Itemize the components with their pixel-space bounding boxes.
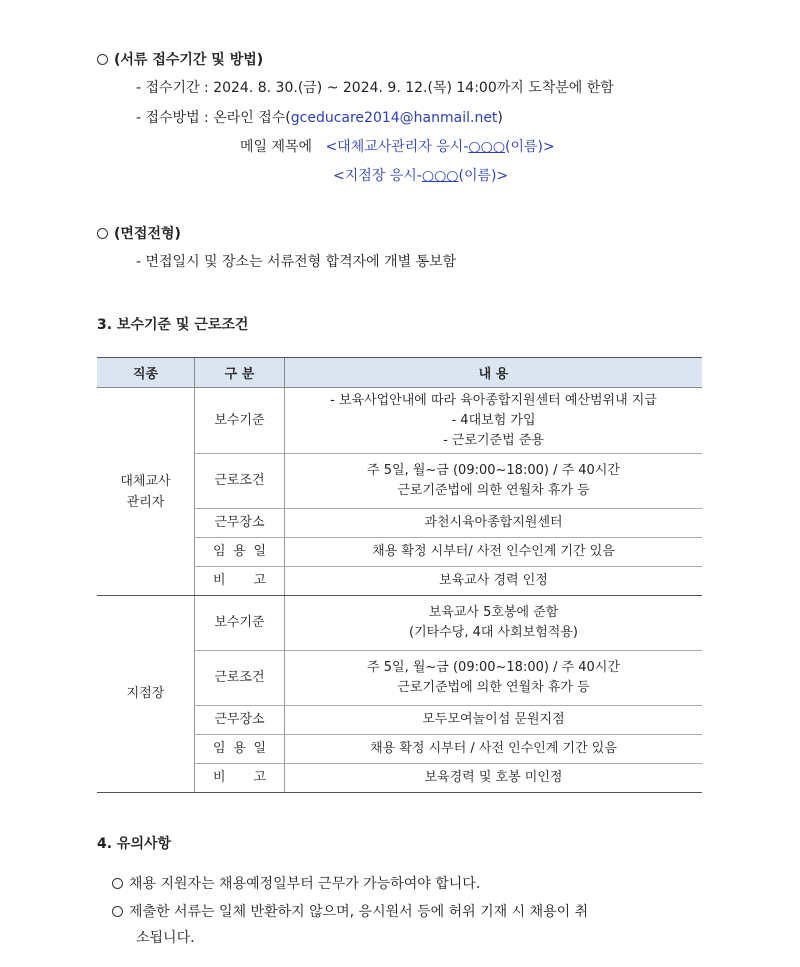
content-cell bbox=[285, 596, 703, 651]
section4-title: 4. 유의사항 bbox=[97, 836, 172, 852]
category-cell: 근무장소 bbox=[195, 509, 285, 538]
table-row bbox=[97, 388, 702, 454]
content-line: 주 5일, 월~금 (09:00~18:00) / 주 40시간 bbox=[367, 463, 620, 478]
job-cell-branch-manager bbox=[97, 596, 195, 793]
category-cell: 보수기준 bbox=[195, 596, 285, 651]
section3-title: 3. 보수기준 및 근로조건 bbox=[97, 317, 249, 333]
content-cell: 채용 확정 시부터 / 사전 인수인계 기간 있음 bbox=[285, 735, 703, 764]
category-cell: 근무장소 bbox=[195, 706, 285, 735]
table-header-row bbox=[97, 358, 702, 388]
pay-conditions-table bbox=[97, 357, 702, 793]
header-content: 내 용 bbox=[285, 358, 703, 388]
interview-line: - 면접일시 및 장소는 서류전형 합격자에 개별 통보함 bbox=[136, 254, 457, 270]
bullet-circle-icon bbox=[112, 878, 123, 889]
content-line: 근로기준법에 의한 연월차 휴가 등 bbox=[397, 483, 590, 498]
category-cell: 보수기준 bbox=[195, 388, 285, 454]
content-cell: 과천시육아종합지원센터 bbox=[285, 509, 703, 538]
bullet-circle-icon bbox=[112, 906, 123, 917]
email-address[interactable]: gceducare2014@hanmail.net bbox=[290, 110, 498, 126]
job-label: 대체교사 관리자 bbox=[120, 473, 171, 510]
header-job: 직종 bbox=[97, 358, 195, 388]
content-cell bbox=[285, 388, 703, 454]
content-line: 주 5일, 월~금 (09:00~18:00) / 주 40시간 bbox=[367, 660, 620, 675]
mail-title-line-1: 메일 제목에 <대체교사관리자 응시-○○○(이름)> bbox=[240, 139, 555, 155]
bullet-circle-icon bbox=[97, 228, 108, 239]
method-line: - 접수방법 : 온라인 접수(gceducare2014@hanmail.net) bbox=[136, 110, 503, 126]
content-line: 근로기준법에 의한 연월차 휴가 등 bbox=[397, 680, 590, 695]
category-cell: 비 고 bbox=[195, 567, 285, 596]
period-line: - 접수기간 : 2024. 8. 30.(금) ~ 2024. 9. 12.(목) 14:00까지 도착분에 한함 bbox=[136, 80, 614, 96]
job-label: 지점장 bbox=[126, 686, 165, 701]
category-cell: 임 용 일 bbox=[195, 735, 285, 764]
mail-title-line-2: <지점장 응시-○○○(이름)> bbox=[333, 168, 509, 184]
category-cell: 근로조건 bbox=[195, 651, 285, 706]
content-cell: 채용 확정 시부터/ 사전 인수인계 기간 있음 bbox=[285, 538, 703, 567]
content-line: - 근로기준법 준용 bbox=[443, 432, 544, 448]
header-category: 구 분 bbox=[195, 358, 285, 388]
content-cell bbox=[285, 454, 703, 509]
period-heading: (서류 접수기간 및 방법) bbox=[97, 50, 263, 70]
content-line: (기타수당, 4대 사회보험적용) bbox=[409, 625, 578, 640]
category-cell: 근로조건 bbox=[195, 454, 285, 509]
content-cell: 보육교사 경력 인정 bbox=[285, 567, 703, 596]
content-line: 보육교사 5호봉에 준함 bbox=[428, 605, 559, 620]
job-cell-substitute-manager bbox=[97, 388, 195, 596]
content-cell: 보육경력 및 호봉 미인정 bbox=[285, 764, 703, 793]
notice-item-2-continued: 소됩니다. bbox=[136, 930, 195, 946]
content-line: - 4대보험 가입 bbox=[451, 412, 536, 428]
notice-item-1: 채용 지원자는 채용예정일부터 근무가 가능하여야 합니다. bbox=[112, 874, 480, 894]
category-cell: 임 용 일 bbox=[195, 538, 285, 567]
content-cell: 모두모여놀이섬 문원지점 bbox=[285, 706, 703, 735]
notice-item-2: 제출한 서류는 일체 반환하지 않으며, 응시원서 등에 허위 기재 시 채용이 취 bbox=[112, 902, 588, 922]
content-cell bbox=[285, 651, 703, 706]
interview-heading: (면접전형) bbox=[97, 224, 181, 244]
category-cell: 비 고 bbox=[195, 764, 285, 793]
table-row bbox=[97, 596, 702, 651]
bullet-circle-icon bbox=[97, 54, 108, 65]
content-line: - 보육사업안내에 따라 육아종합지원센터 예산범위내 지급 bbox=[330, 392, 657, 408]
